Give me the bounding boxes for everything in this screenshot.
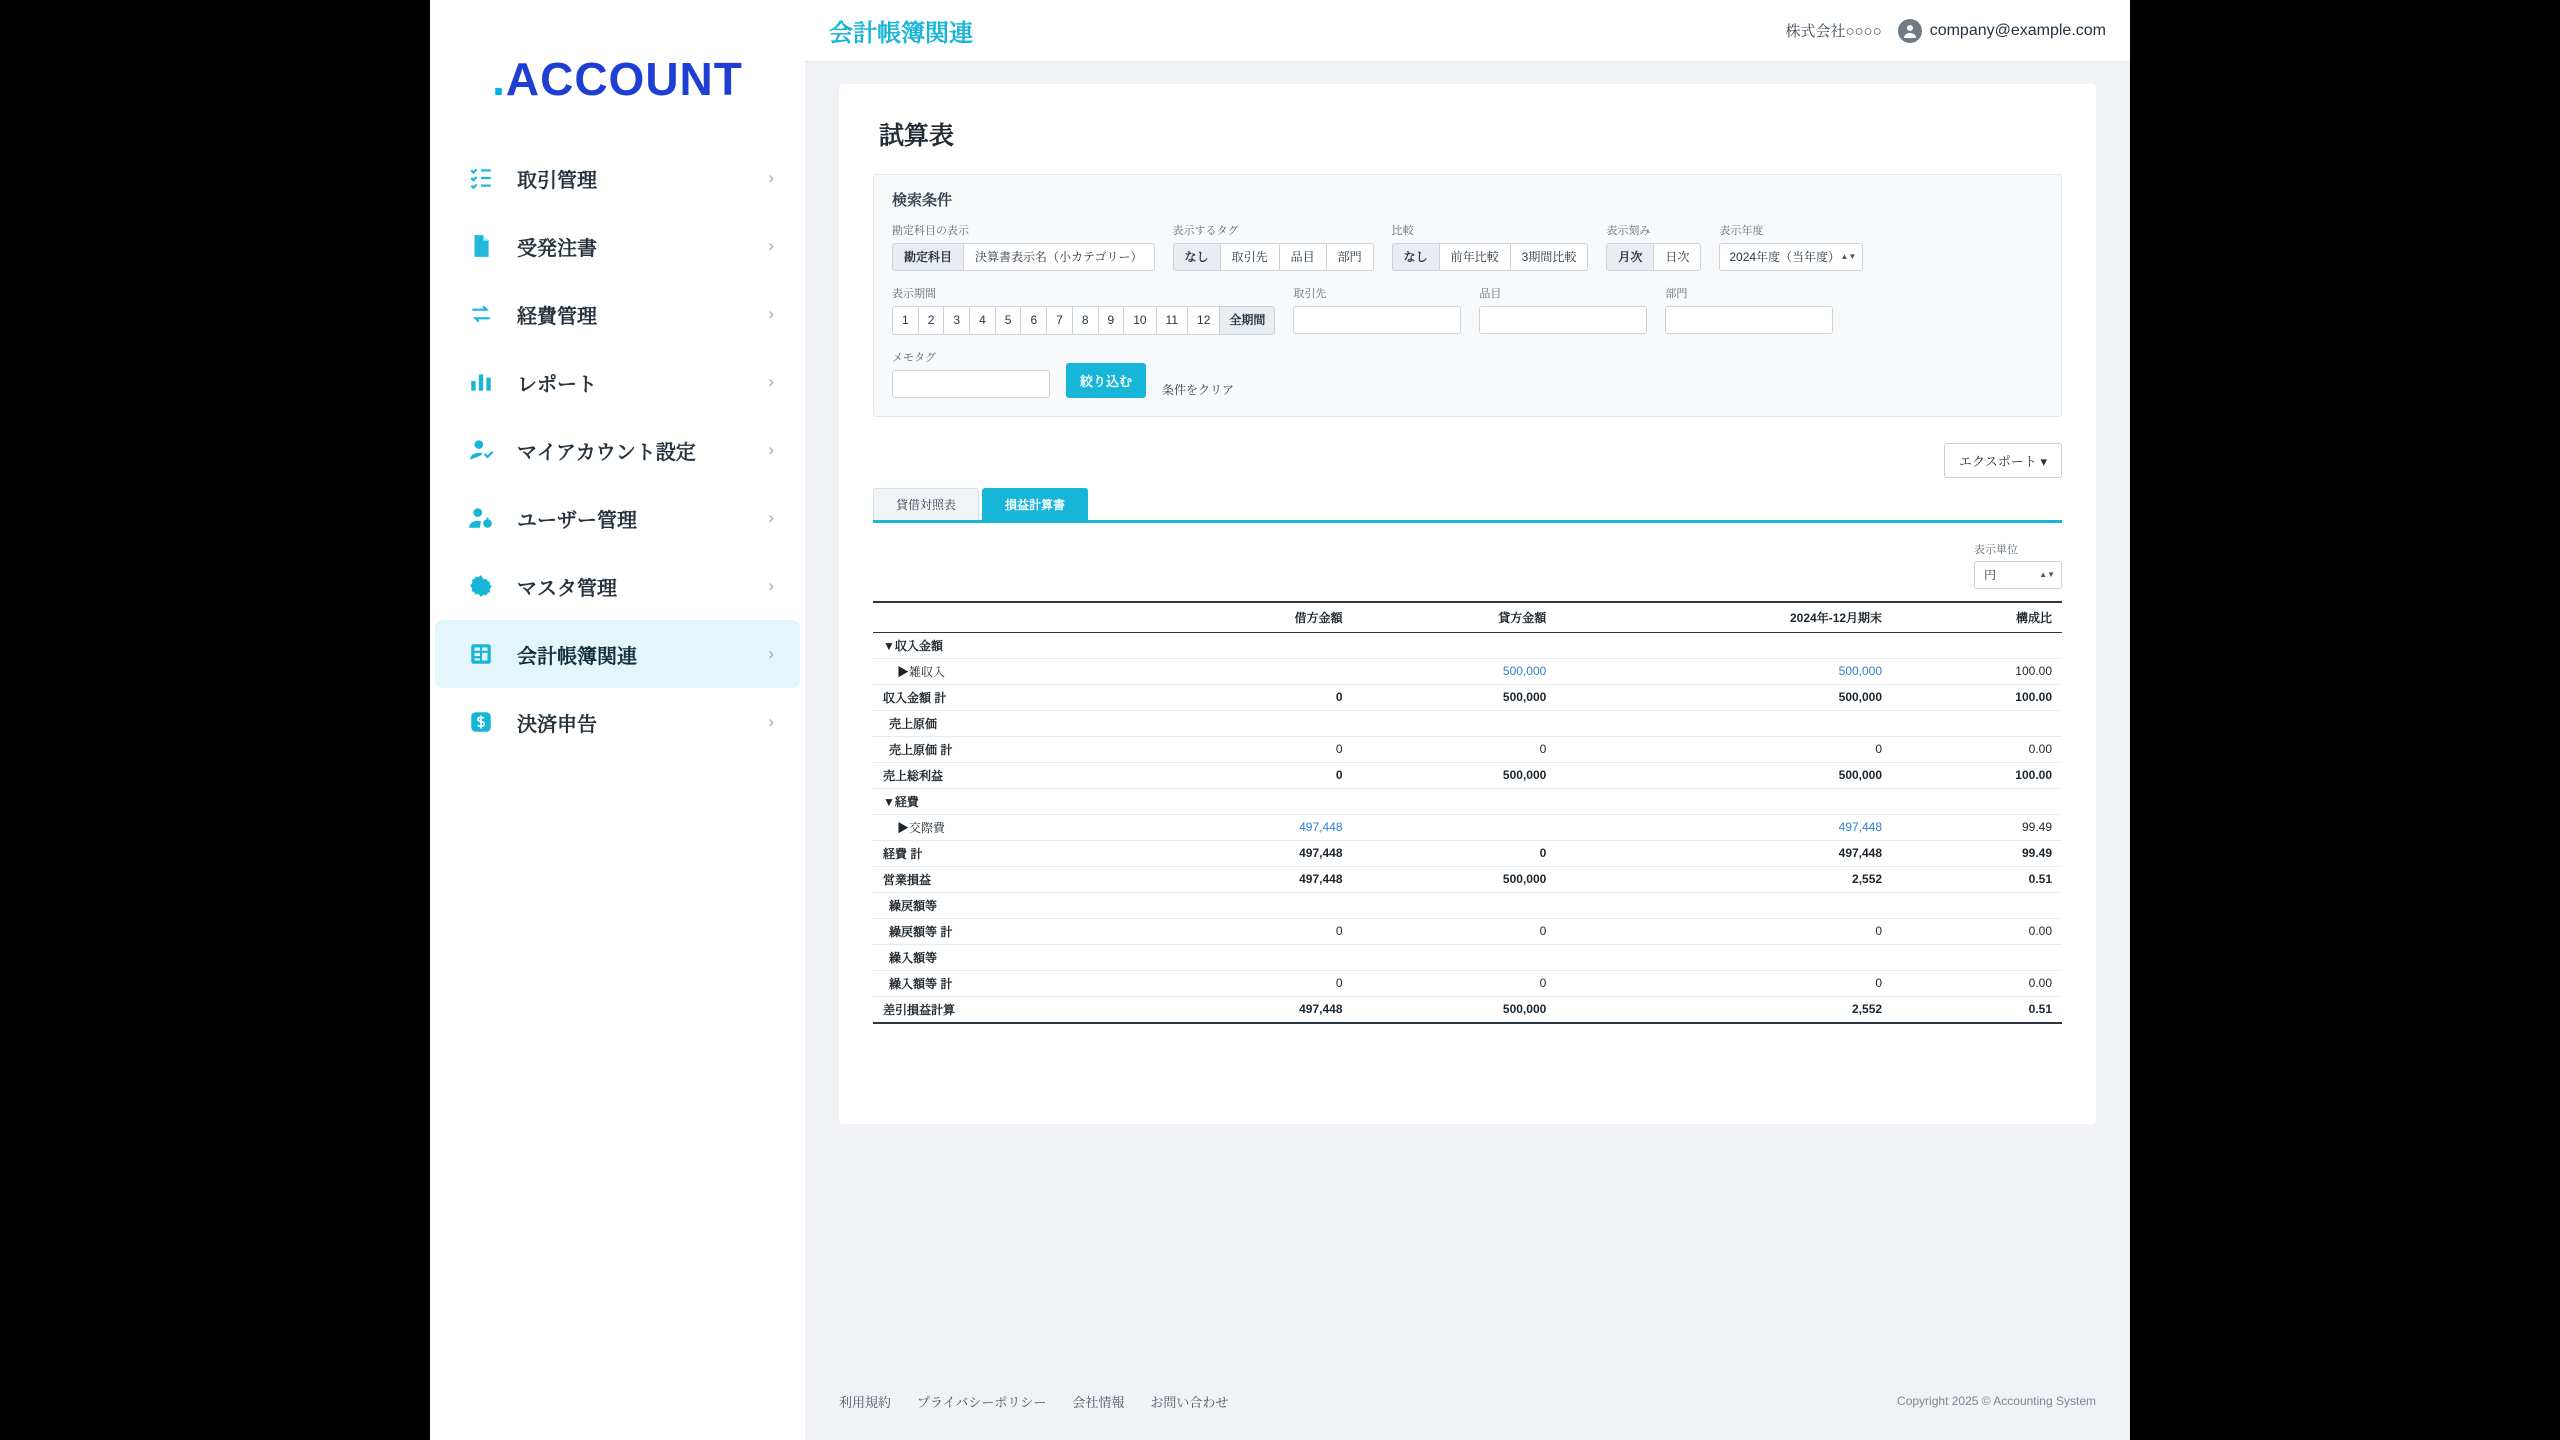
table-cell-0-4 (1892, 632, 2062, 658)
table-cell-4-4: 0.00 (1892, 736, 2062, 762)
table-cell-8-2: 0 (1353, 840, 1557, 866)
filter-period-label: 表示期間 (892, 288, 936, 301)
table-cell-1-4: 100.00 (1892, 658, 2062, 684)
footer-link-company[interactable]: 会社情報 (1072, 1394, 1125, 1410)
table-header-cell-0 (873, 602, 1149, 633)
filter-row-1 (892, 222, 2043, 271)
table-cell-4-1: 0 (1149, 736, 1353, 762)
apply-filter-button[interactable]: 絞り込む (1066, 363, 1146, 398)
period-option-3[interactable]: 4 (969, 306, 996, 334)
unit-group (1974, 541, 2062, 589)
table-cell-9-4: 0.51 (1892, 866, 2062, 892)
table-row (873, 814, 2062, 840)
tags-segmented[interactable] (1173, 243, 1374, 271)
table-cell-9-0: 営業損益 (873, 866, 1149, 892)
interval-option-0[interactable]: 月次 (1606, 243, 1654, 271)
account-display-option-1[interactable]: 決算書表示名（小カテゴリー） (963, 243, 1155, 271)
unit-label: 表示単位 (1974, 543, 2018, 556)
chevron-down-icon-unit: ▲▼ (2039, 569, 2055, 579)
filter-interval-label: 表示刻み (1606, 225, 1651, 237)
sidebar-item-label: ユーザー管理 (517, 509, 637, 532)
table-row (873, 970, 2062, 996)
page-title: 試算表 (879, 122, 955, 150)
table-row (873, 788, 2062, 814)
topbar (805, 0, 2130, 62)
table-header-row (873, 602, 2062, 633)
filter-interval (1606, 222, 1701, 271)
company-name: 株式会社○○○○ (1785, 23, 1882, 40)
table-cell-2-4: 100.00 (1892, 684, 2062, 710)
tags-option-3[interactable]: 部門 (1326, 243, 1374, 271)
table-cell-1-0: ▶雑収入 (873, 658, 1149, 684)
app-logo (430, 30, 805, 144)
table-cell-7-4: 99.49 (1892, 814, 2062, 840)
sidebar-item-5[interactable] (435, 484, 800, 552)
table-row (873, 658, 2062, 684)
compare-segmented[interactable] (1392, 243, 1589, 271)
interval-segmented[interactable] (1606, 243, 1701, 271)
unit-row (873, 541, 2062, 589)
table-cell-6-1 (1149, 788, 1353, 814)
filter-period (892, 285, 1275, 334)
topbar-title: 会計帳簿関連 (829, 20, 973, 47)
user-avatar-icon (1898, 19, 1922, 43)
content-scroll (805, 62, 2130, 1362)
table-cell-14-2: 500,000 (1353, 996, 1557, 1023)
tab-1[interactable]: 損益計算書 (982, 488, 1088, 520)
table-header-cell-3: 2024年-12月期末 (1556, 602, 1892, 633)
period-option-8[interactable]: 9 (1098, 306, 1125, 334)
table-cell-3-0: 売上原価 (873, 710, 1149, 736)
filter-partner-label: 取引先 (1293, 288, 1327, 301)
sidebar (430, 0, 805, 1440)
tags-option-2[interactable]: 品目 (1279, 243, 1327, 271)
filter-item-label: 品目 (1479, 288, 1502, 301)
filter-tags (1173, 222, 1374, 271)
period-option-12[interactable]: 全期間 (1219, 306, 1275, 334)
period-option-11[interactable]: 12 (1187, 306, 1220, 334)
table-cell-7-3[interactable]: 497,448 (1556, 814, 1892, 840)
table-head (873, 602, 2062, 633)
sidebar-item-label: 決済申告 (517, 713, 597, 736)
table-cell-0-1 (1149, 632, 1353, 658)
footer-link-terms[interactable]: 利用規約 (839, 1394, 892, 1410)
tags-option-1[interactable]: 取引先 (1220, 243, 1280, 271)
table-cell-8-0: 経費 計 (873, 840, 1149, 866)
table-cell-4-3: 0 (1556, 736, 1892, 762)
unit-select-wrap[interactable] (1974, 561, 2062, 589)
export-button[interactable] (1944, 443, 2062, 478)
filter-memo-tag-label: メモタグ (892, 351, 936, 364)
table-cell-13-1: 0 (1149, 970, 1353, 996)
sidebar-item-7[interactable] (435, 620, 800, 688)
document-icon (461, 226, 501, 266)
logo-dot: . (492, 53, 506, 105)
sidebar-item-1[interactable] (435, 212, 800, 280)
table-cell-11-0: 繰戻額等 計 (873, 918, 1149, 944)
partner-input[interactable] (1293, 306, 1461, 334)
compare-option-1[interactable]: 前年比較 (1439, 243, 1511, 271)
table-cell-12-2 (1353, 944, 1557, 970)
table-row (873, 710, 2062, 736)
table-cell-10-2 (1353, 892, 1557, 918)
period-option-0[interactable]: 1 (892, 306, 919, 334)
table-cell-1-1 (1149, 658, 1353, 684)
filter-compare (1392, 222, 1589, 271)
table-cell-1-3[interactable]: 500,000 (1556, 658, 1892, 684)
period-option-6[interactable]: 7 (1046, 306, 1073, 334)
period-option-2[interactable]: 3 (943, 306, 970, 334)
period-segmented[interactable] (892, 306, 1275, 334)
filter-account-display (892, 222, 1155, 271)
table-row (873, 840, 2062, 866)
table-cell-11-2: 0 (1353, 918, 1557, 944)
bar-chart-icon (461, 362, 501, 402)
table-cell-12-3 (1556, 944, 1892, 970)
period-option-1[interactable]: 2 (918, 306, 945, 334)
chevron-right-icon: › (768, 168, 774, 187)
sidebar-item-0[interactable] (435, 144, 800, 212)
table-cell-14-1: 497,448 (1149, 996, 1353, 1023)
chevron-right-icon: › (768, 304, 774, 323)
filter-compare-label: 比較 (1391, 225, 1414, 237)
table-cell-4-0: 売上原価 計 (873, 736, 1149, 762)
unit-select[interactable] (1974, 561, 2062, 589)
tags-option-0[interactable]: なし (1173, 243, 1221, 271)
table-cell-4-2: 0 (1353, 736, 1557, 762)
caret-down-icon: ▾ (2040, 453, 2047, 469)
table-cell-3-1 (1149, 710, 1353, 736)
filter-department-label: 部門 (1665, 288, 1688, 301)
search-heading: 検索条件 (892, 192, 953, 209)
sidebar-item-6[interactable] (435, 552, 800, 620)
table-cell-10-1 (1149, 892, 1353, 918)
table-row (873, 632, 2062, 658)
filter-fiscal-year-label: 表示年度 (1719, 225, 1764, 237)
table-row (873, 866, 2062, 892)
table-cell-7-1[interactable]: 497,448 (1149, 814, 1353, 840)
page-card (839, 84, 2096, 1124)
main-area (805, 0, 2130, 1440)
table-cell-12-4 (1892, 944, 2062, 970)
memo-tag-input[interactable] (892, 370, 1050, 398)
table-cell-5-1: 0 (1149, 762, 1353, 788)
table-row (873, 996, 2062, 1023)
sidebar-item-2[interactable] (435, 280, 800, 348)
topbar-right (1785, 19, 2106, 43)
footer-link-contact[interactable]: お問い合わせ (1150, 1394, 1229, 1410)
chevron-right-icon: › (768, 712, 774, 731)
filter-item (1479, 285, 1647, 334)
search-panel (873, 174, 2062, 417)
table-cell-6-3 (1556, 788, 1892, 814)
exchange-icon (461, 294, 501, 334)
table-cell-9-3: 2,552 (1556, 866, 1892, 892)
table-body (873, 632, 2062, 1023)
table-cell-13-2: 0 (1353, 970, 1557, 996)
table-cell-0-2 (1353, 632, 1557, 658)
table-cell-11-1: 0 (1149, 918, 1353, 944)
table-cell-8-1: 497,448 (1149, 840, 1353, 866)
table-header-cell-4: 構成比 (1892, 602, 2062, 633)
table-cell-13-3: 0 (1556, 970, 1892, 996)
export-row (873, 443, 2062, 478)
table-cell-14-0: 差引損益計算 (873, 996, 1149, 1023)
account-display-segmented[interactable] (892, 243, 1155, 271)
table-cell-10-4 (1892, 892, 2062, 918)
fiscal-year-select-wrap[interactable] (1719, 243, 1863, 271)
table-cell-5-3: 500,000 (1556, 762, 1892, 788)
table-cell-7-2 (1353, 814, 1557, 840)
table-cell-12-1 (1149, 944, 1353, 970)
sidebar-item-label: 取引管理 (517, 169, 597, 192)
filter-row-3 (892, 349, 2043, 398)
item-input[interactable] (1479, 306, 1647, 334)
table-cell-6-4 (1892, 788, 2062, 814)
chevron-right-icon: › (768, 440, 774, 459)
sidebar-item-label: 経費管理 (517, 305, 597, 328)
user-menu[interactable] (1898, 19, 2106, 43)
user-check-icon (461, 430, 501, 470)
export-label: エクスポート (1958, 453, 2037, 469)
chevron-down-icon: ▲▼ (1840, 252, 1857, 261)
filter-tags-label: 表示するタグ (1172, 225, 1239, 237)
gear-icon (461, 566, 501, 606)
filter-memo-tag (892, 349, 1050, 398)
table-row (873, 762, 2062, 788)
logo-word: ACCOUNT (505, 53, 743, 105)
footer (805, 1362, 2130, 1440)
table-cell-2-0: 収入金額 計 (873, 684, 1149, 710)
table-row (873, 736, 2062, 762)
sidebar-item-8[interactable] (435, 688, 800, 756)
sidebar-item-label: マイアカウント設定 (517, 441, 696, 464)
compare-option-0[interactable]: なし (1392, 243, 1440, 271)
table-cell-14-3: 2,552 (1556, 996, 1892, 1023)
table-cell-11-3: 0 (1556, 918, 1892, 944)
table-cell-1-2[interactable]: 500,000 (1353, 658, 1557, 684)
user-gear-icon (461, 498, 501, 538)
period-option-5[interactable]: 6 (1020, 306, 1047, 334)
list-check-icon (461, 158, 501, 198)
interval-option-1[interactable]: 日次 (1653, 243, 1701, 271)
trial-balance-table (873, 601, 2062, 1024)
sidebar-item-4[interactable] (435, 416, 800, 484)
chevron-right-icon: › (768, 372, 774, 391)
table-cell-2-3: 500,000 (1556, 684, 1892, 710)
table-cell-8-4: 99.49 (1892, 840, 2062, 866)
filter-partner (1293, 285, 1461, 334)
period-option-10[interactable]: 11 (1156, 306, 1188, 334)
fiscal-year-select[interactable] (1719, 243, 1863, 271)
table-cell-2-2: 500,000 (1353, 684, 1557, 710)
table-cell-14-4: 0.51 (1892, 996, 2062, 1023)
report-tabs (873, 488, 2062, 523)
table-cell-3-2 (1353, 710, 1557, 736)
table-cell-7-0: ▶交際費 (873, 814, 1149, 840)
ledger-icon (461, 634, 501, 674)
table-cell-5-4: 100.00 (1892, 762, 2062, 788)
period-option-7[interactable]: 8 (1072, 306, 1099, 334)
compare-option-2[interactable]: 3期間比較 (1510, 243, 1589, 271)
app-viewport (430, 0, 2130, 1440)
sidebar-item-label: 受発注書 (517, 237, 597, 260)
table-cell-6-2 (1353, 788, 1557, 814)
table-cell-5-2: 500,000 (1353, 762, 1557, 788)
sidebar-item-label: レポート (517, 373, 597, 396)
filter-fiscal-year (1719, 222, 1863, 271)
money-icon (461, 702, 501, 742)
table-cell-0-0: ▼収入金額 (873, 632, 1149, 658)
table-cell-5-0: 売上総利益 (873, 762, 1149, 788)
table-cell-3-3 (1556, 710, 1892, 736)
period-option-9[interactable]: 10 (1123, 306, 1156, 334)
chevron-right-icon: › (768, 236, 774, 255)
table-header-cell-2: 貸方金額 (1353, 602, 1557, 633)
table-cell-10-3 (1556, 892, 1892, 918)
chevron-right-icon: › (768, 644, 774, 663)
table-cell-0-3 (1556, 632, 1892, 658)
table-cell-11-4: 0.00 (1892, 918, 2062, 944)
tab-0[interactable]: 貸借対照表 (873, 488, 979, 520)
table-cell-13-0: 繰入額等 計 (873, 970, 1149, 996)
chevron-right-icon: › (768, 508, 774, 527)
table-header-cell-1: 借方金額 (1149, 602, 1353, 633)
table-cell-8-3: 497,448 (1556, 840, 1892, 866)
table-cell-12-0: 繰入額等 (873, 944, 1149, 970)
sidebar-nav (430, 144, 805, 756)
logo-text (492, 53, 743, 105)
sidebar-item-label: マスタ管理 (517, 577, 617, 600)
clear-conditions-link[interactable]: 条件をクリア (1162, 382, 1235, 397)
filter-department (1665, 285, 1833, 334)
table-cell-10-0: 繰戻額等 (873, 892, 1149, 918)
table-cell-9-1: 497,448 (1149, 866, 1353, 892)
user-email: company@example.com (1929, 21, 2106, 39)
filter-account-display-label: 勘定科目の表示 (892, 225, 969, 237)
chevron-right-icon: › (768, 576, 774, 595)
account-display-option-0[interactable]: 勘定科目 (892, 243, 964, 271)
table-cell-3-4 (1892, 710, 2062, 736)
footer-link-privacy[interactable]: プライバシーポリシー (917, 1394, 1047, 1410)
footer-copyright: Copyright 2025 © Accounting System (1897, 1394, 2096, 1408)
table-cell-9-2: 500,000 (1353, 866, 1557, 892)
table-cell-13-4: 0.00 (1892, 970, 2062, 996)
table-row (873, 918, 2062, 944)
table-row (873, 684, 2062, 710)
sidebar-item-3[interactable] (435, 348, 800, 416)
table-cell-2-1: 0 (1149, 684, 1353, 710)
department-input[interactable] (1665, 306, 1833, 334)
table-row (873, 892, 2062, 918)
table-row (873, 944, 2062, 970)
period-option-4[interactable]: 5 (995, 306, 1022, 334)
sidebar-item-label: 会計帳簿関連 (517, 645, 637, 668)
filter-row-2 (892, 285, 2043, 334)
table-cell-6-0: ▼経費 (873, 788, 1149, 814)
